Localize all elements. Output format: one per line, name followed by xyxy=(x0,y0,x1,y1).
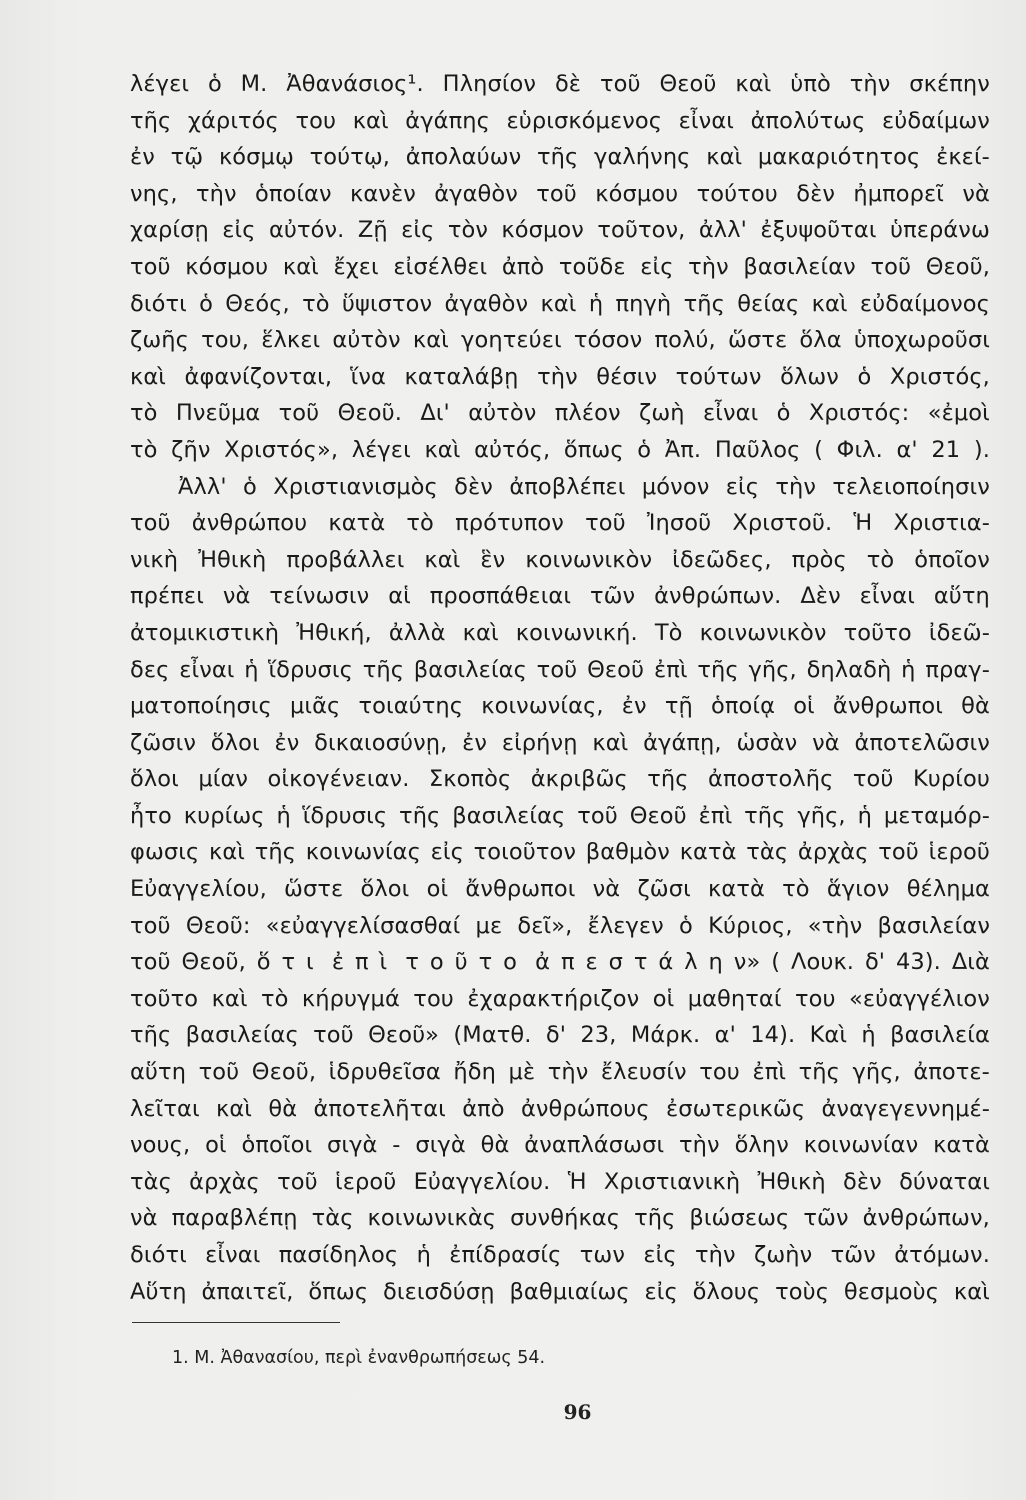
text-line: λεῖται καὶ θὰ ἀποτελῆται ἀπὸ ἀνθρώπους ἐσωτερικῶς ἀναγεγεννημέ- xyxy=(130,1095,990,1122)
text-line: πρέπει νὰ τείνωσιν αἱ προσπάθειαι τῶν ἀνθρώπων. Δὲν εἶναι αὕτη xyxy=(130,583,990,610)
text-line: χαρίσῃ εἰς αὐτόν. Ζῇ εἰς τὸν κόσμον τοῦτον, ἀλλ' ἐξυψοῦται ὑπεράνω xyxy=(130,217,990,244)
text-line: Αὕτη ἀπαιτεῖ, ὅπως διεισδύσῃ βαθμιαίως εἰς ὅλους τοὺς θεσμοὺς καὶ xyxy=(130,1278,990,1305)
text-line: διότι εἶναι πασίδηλος ἡ ἐπίδρασίς των εἰς τὴν ζωὴν τῶν ἀτόμων. xyxy=(130,1242,990,1268)
text-line: τοῦ κόσμου καὶ ἔχει εἰσέλθει ἀπὸ τοῦδε εἰς τὴν βασιλείαν τοῦ Θεοῦ, xyxy=(130,253,990,280)
text-line: τοῦ ἀνθρώπου κατὰ τὸ πρότυπον τοῦ Ἰησοῦ Χριστοῦ. Ἡ Χριστια- xyxy=(130,510,990,537)
footnote-divider xyxy=(132,1322,340,1323)
text-line: τὰς ἀρχὰς τοῦ ἱεροῦ Εὐαγγελίου. Ἡ Χριστιανικὴ Ἠθικὴ δὲν δύναται xyxy=(130,1168,990,1195)
text-line: ἀτομικιστικὴ Ἠθική, ἀλλὰ καὶ κοινωνική. Τὸ κοινωνικὸν τοῦτο ἰδεῶ- xyxy=(130,619,990,646)
text-line: ματοποίησις μιᾶς τοιαύτης κοινωνίας, ἐν τῇ ὁποίᾳ οἱ ἄνθρωποι θὰ xyxy=(130,693,990,720)
text-line: νους, οἱ ὁποῖοι σιγὰ - σιγὰ θὰ ἀναπλάσωσι τὴν ὅλην κοινωνίαν κατὰ xyxy=(130,1132,990,1159)
text-line: τοῦ Θεοῦ, ὅ τ ι ἐ π ὶ τ ο ῦ τ ο ἀ π ε σ τ ά λ η ν» ( Λουκ. δ' 43). Διὰ xyxy=(130,949,990,976)
text-line: δες εἶναι ἡ ἵδρυσις τῆς βασιλείας τοῦ Θεοῦ ἐπὶ τῆς γῆς, δηλαδὴ ἡ πραγ- xyxy=(130,656,990,683)
text-line: τῆς χάριτός του καὶ ἀγάπης εὑρισκόμενος εἶναι ἀπολύτως εὐδαίμων xyxy=(130,107,990,134)
text-line: φωσις καὶ τῆς κοινωνίας εἰς τοιοῦτον βαθμὸν κατὰ τὰς ἀρχὰς τοῦ ἱεροῦ xyxy=(130,839,990,866)
page-number: 96 xyxy=(563,1400,592,1424)
text-line: τοῦτο καὶ τὸ κήρυγμά του ἐχαρακτήριζον οἱ μαθηταί του «εὐαγγέλιον xyxy=(130,985,990,1012)
text-line: Ἀλλ' ὁ Χριστιανισμὸς δὲν ἀποβλέπει μόνον εἰς τὴν τελειοποίησιν xyxy=(178,473,990,500)
text-line: Εὐαγγελίου, ὥστε ὅλοι οἱ ἄνθρωποι νὰ ζῶσι κατὰ τὸ ἅγιον θέλημα xyxy=(130,876,990,903)
text-line: τὸ Πνεῦμα τοῦ Θεοῦ. Δι' αὐτὸν πλέον ζωὴ εἶναι ὁ Χριστός: «ἐμοὶ xyxy=(130,400,990,427)
footnote: 1. Μ. Ἀθανασίου, περὶ ἐνανθρωπήσεως 54. xyxy=(172,1348,546,1368)
text-line: καὶ ἀφανίζονται, ἵνα καταλάβῃ τὴν θέσιν τούτων ὅλων ὁ Χριστός, xyxy=(130,363,990,390)
text-line: λέγει ὁ Μ. Ἀθανάσιος¹. Πλησίον δὲ τοῦ Θεοῦ καὶ ὑπὸ τὴν σκέπην xyxy=(130,71,990,97)
text-line: ὅλοι μίαν οἰκογένειαν. Σκοπὸς ἀκριβῶς τῆς ἀποστολῆς τοῦ Κυρίου xyxy=(130,766,990,793)
text-line: ἦτο κυρίως ἡ ἵδρυσις τῆς βασιλείας τοῦ Θεοῦ ἐπὶ τῆς γῆς, ἡ μεταμόρ- xyxy=(130,802,990,829)
text-line: ζωῆς του, ἕλκει αὐτὸν καὶ γοητεύει τόσον πολύ, ὥστε ὅλα ὑποχωροῦσι xyxy=(130,327,990,354)
main-text xyxy=(130,66,990,1310)
text-line: διότι ὁ Θεός, τὸ ὕψιστον ἀγαθὸν καὶ ἡ πηγὴ τῆς θείας καὶ εὐδαίμονος xyxy=(130,290,990,317)
text-line: τῆς βασιλείας τοῦ Θεοῦ» (Ματθ. δ' 23, Μάρκ. α' 14). Καὶ ἡ βασιλεία xyxy=(130,1022,990,1049)
text-line: τὸ ζῆν Χριστός», λέγει καὶ αὐτός, ὅπως ὁ Ἀπ. Παῦλος ( Φιλ. α' 21 ). xyxy=(130,436,990,463)
text-line: αὕτη τοῦ Θεοῦ, ἱδρυθεῖσα ἤδη μὲ τὴν ἔλευσίν του ἐπὶ τῆς γῆς, ἀποτε- xyxy=(130,1059,990,1086)
text-line: τοῦ Θεοῦ: «εὐαγγελίσασθαί με δεῖ», ἔλεγεν ὁ Κύριος, «τὴν βασιλείαν xyxy=(130,912,990,939)
text-line: νὰ παραβλέπῃ τὰς κοινωνικὰς συνθήκας τῆς βιώσεως τῶν ἀνθρώπων, xyxy=(130,1205,990,1232)
text-line: νικὴ Ἠθικὴ προβάλλει καὶ ἓν κοινωνικὸν ἰδεῶδες, πρὸς τὸ ὁποῖον xyxy=(130,546,990,573)
text-line: ζῶσιν ὅλοι ἐν δικαιοσύνῃ, ἐν εἰρήνῃ καὶ ἀγάπῃ, ὡσὰν νὰ ἀποτελῶσιν xyxy=(130,729,990,756)
text-line: ἐν τῷ κόσμῳ τούτῳ, ἀπολαύων τῆς γαλήνης καὶ μακαριότητος ἐκεί- xyxy=(130,144,990,171)
text-line: νης, τὴν ὁποίαν κανὲν ἀγαθὸν τοῦ κόσμου τούτου δὲν ἠμπορεῖ νὰ xyxy=(130,180,990,207)
